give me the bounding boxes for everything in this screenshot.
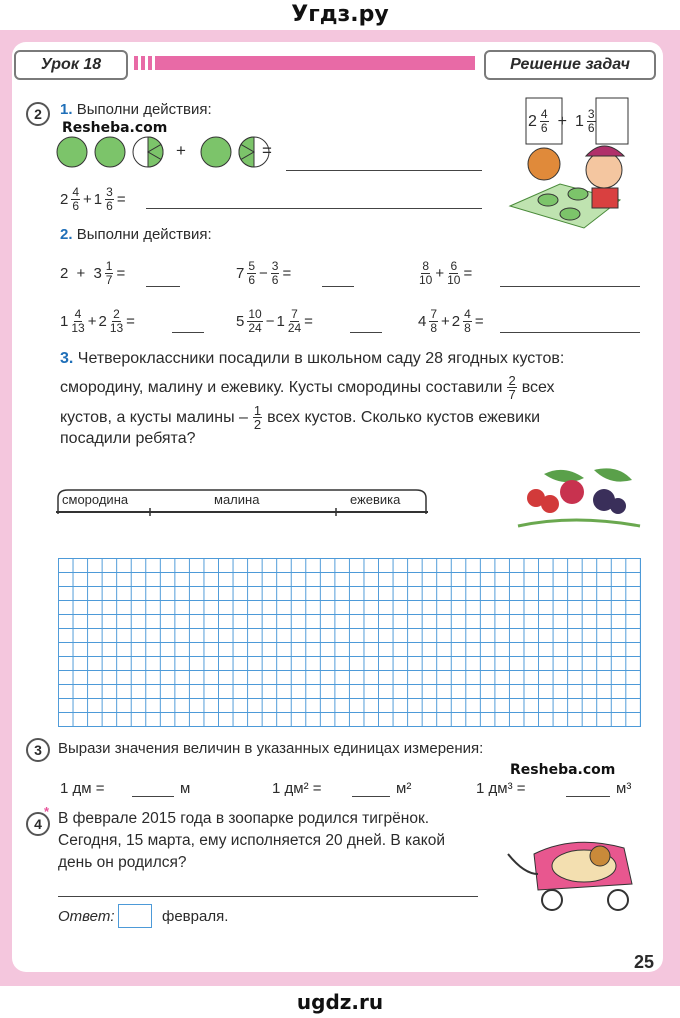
answer-box[interactable]: [118, 904, 152, 928]
answer-line[interactable]: [172, 332, 204, 333]
subtask-heading: [60, 226, 212, 243]
watermark: Resheba.com: [510, 762, 616, 778]
card-expression: 2 $\frac{4}{6}$ + 1 $\frac{3}{6}$: [528, 107, 595, 135]
answer-line[interactable]: [286, 170, 482, 171]
subtask-number: 2.: [60, 226, 73, 243]
site-header[interactable]: Угдз.ру: [291, 2, 389, 27]
conversion-left: 1 дм =: [60, 780, 105, 797]
lesson-label: Урок 18: [14, 50, 128, 80]
task-text: день он родился?: [58, 854, 187, 871]
answer-suffix: февраля.: [162, 908, 229, 925]
answer-label: Ответ:: [58, 908, 115, 925]
task-text: Вырази значения величин в указанных единицах измерения:: [58, 740, 484, 757]
full-circle: [201, 137, 231, 167]
answer-line[interactable]: [322, 286, 354, 287]
conversion-unit: м²: [396, 780, 412, 797]
full-circle: [57, 137, 87, 167]
star-icon: *: [44, 804, 50, 819]
expression-3: $\frac{8}{10}$ + $\frac{6}{10}$ =: [419, 259, 473, 287]
stripe-decoration: [148, 56, 152, 70]
full-circle: [95, 137, 125, 167]
subtask-number: 3.: [60, 350, 74, 367]
answer-line[interactable]: [500, 332, 640, 333]
subtask-text: Выполни действия:: [76, 101, 212, 118]
answer-line[interactable]: [146, 286, 180, 287]
conversion-unit: м³: [616, 780, 632, 797]
stripe-decoration: [134, 56, 138, 70]
answer-line[interactable]: [352, 796, 390, 797]
fraction-circles-figure: [56, 136, 286, 170]
conversion-left: 1 дм³ =: [476, 780, 526, 797]
plus-sign: +: [176, 141, 186, 160]
conversion-left: 1 дм² =: [272, 780, 322, 797]
subtask-number: 1.: [60, 101, 73, 118]
answer-line[interactable]: [132, 796, 174, 797]
subtask-text: Выполни действия:: [76, 226, 212, 243]
task-number: 3: [26, 738, 50, 762]
page-number: 25: [633, 952, 654, 972]
answer-line[interactable]: [566, 796, 610, 797]
watermark: Resheba.com: [62, 120, 168, 136]
site-footer[interactable]: ugdz.ru: [296, 990, 384, 1014]
expression-4: 1 $\frac{4}{13}$ + 2 $\frac{2}{13}$ =: [60, 307, 135, 335]
problem-line-3: кустов, а кусты малины – $\frac{1}{2}$ всех кустов. Сколько кустов ежевики: [60, 403, 541, 432]
stripe-decoration: [141, 56, 145, 70]
stripe-bar: [155, 56, 475, 70]
expression-2: 7 $\frac{5}{6}$ − $\frac{3}{6}$ =: [236, 259, 292, 287]
segment-label: ежевика: [350, 492, 401, 507]
subtask-heading: [60, 101, 212, 118]
task-text: Сегодня, 15 марта, ему исполняется 20 дней. В какой: [58, 832, 446, 849]
mixed-expression: 2 $\frac{4}{6}$ + 1 $\frac{3}{6}$ =: [60, 185, 126, 213]
segment-label: смородина: [62, 492, 129, 507]
expression-5: 5 $\frac{10}{24}$ − 1 $\frac{7}{24}$ =: [236, 307, 313, 335]
stroller-illustration: [504, 834, 644, 916]
segment-label: малина: [214, 492, 260, 507]
problem-line-1: 3. Четвероклассники посадили в школьном саду 28 ягодных кустов:: [60, 350, 565, 367]
expression-1: 2 + 3 $\frac{1}{7}$ =: [60, 259, 126, 287]
task-number: 4: [26, 812, 50, 836]
topic-label: Решение задач: [484, 50, 656, 80]
equals-sign: =: [262, 141, 272, 160]
grid-workspace[interactable]: [58, 558, 641, 727]
problem-line-2: смородину, малину и ежевику. Кусты смородины составили $\frac{2}{7}$ всех: [60, 373, 555, 402]
answer-line[interactable]: [146, 208, 482, 209]
task-text: В феврале 2015 года в зоопарке родился тигрёнок.: [58, 810, 430, 827]
berries-illustration: [514, 464, 644, 530]
answer-line[interactable]: [350, 332, 382, 333]
conversion-unit: м: [180, 780, 191, 797]
problem-line-4: посадили ребята?: [60, 430, 196, 447]
task-number: 2: [26, 102, 50, 126]
partial-circle: [133, 137, 163, 167]
expression-6: 4 $\frac{7}{8}$ + 2 $\frac{4}{8}$ =: [418, 307, 484, 335]
answer-line[interactable]: [500, 286, 640, 287]
answer-line[interactable]: [58, 896, 478, 897]
